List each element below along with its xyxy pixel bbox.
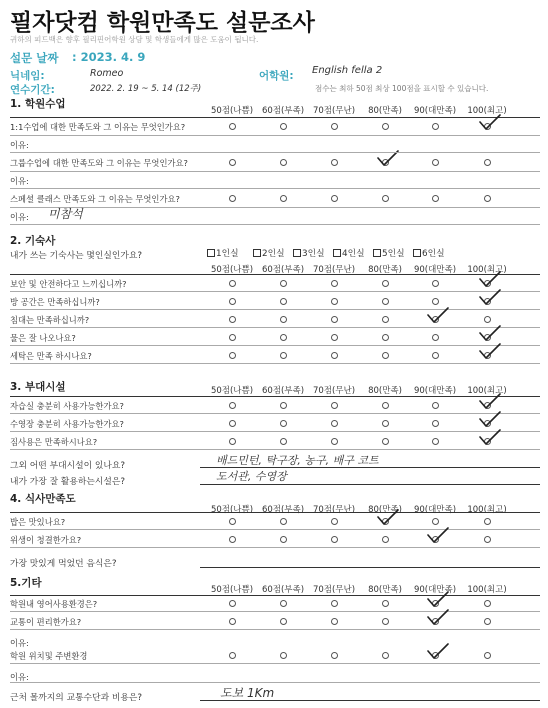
rating-radio-90[interactable] (432, 518, 439, 525)
checkmark-icon (427, 642, 449, 662)
question-label: 방 공간은 만족하십니까? (10, 297, 100, 307)
rating-radio-80[interactable] (382, 600, 389, 607)
rating-radio-90[interactable] (432, 123, 439, 130)
rating-radio-70[interactable] (331, 652, 338, 659)
transport-question: 근처 몰까지의 교통수단과 비용은? (10, 693, 143, 703)
question-label: 스페셜 클래스 만족도와 그 이유는 무엇인가요? (10, 194, 180, 204)
reason-answer: 미참석 (48, 207, 83, 221)
rating-radio-60[interactable] (280, 420, 287, 427)
divider (10, 135, 540, 136)
scale-header-label: 70점(무난) (312, 585, 356, 595)
rating-radio-60[interactable] (280, 195, 287, 202)
rating-radio-80[interactable] (382, 123, 389, 130)
room-option-label: 4인실 (342, 249, 365, 259)
scale-header-label: 100(최고) (467, 106, 507, 116)
rating-radio-60[interactable] (280, 652, 287, 659)
rating-radio-80[interactable] (382, 402, 389, 409)
room-option-label: 2인실 (262, 249, 285, 259)
section-5-title: 5.기타 (10, 577, 42, 589)
rating-radio-50[interactable] (229, 334, 236, 341)
checkmark-icon (479, 288, 501, 308)
rating-radio-90[interactable] (432, 298, 439, 305)
rating-radio-80[interactable] (382, 352, 389, 359)
rating-radio-50[interactable] (229, 316, 236, 323)
question-label: 보안 및 안전하다고 느끼십니까? (10, 279, 127, 289)
answer-line (200, 484, 540, 485)
rating-radio-60[interactable] (280, 298, 287, 305)
most-used-answer: 도서관, 수영장 (216, 470, 287, 483)
question-label: 그룹수업에 대한 만족도와 그 이유는 무엇인가요? (10, 158, 188, 168)
rating-radio-70[interactable] (331, 316, 338, 323)
scale-header-label: 70점(무난) (312, 505, 356, 515)
room-option-label: 6인실 (422, 249, 445, 259)
rating-radio-70[interactable] (331, 195, 338, 202)
section-3-title: 3. 부대시설 (10, 381, 66, 393)
survey-date-value: : 2023. 4. 9 (72, 50, 146, 64)
scale-header-label: 80(만족) (368, 585, 402, 595)
rating-radio-70[interactable] (331, 298, 338, 305)
checkmark-icon (427, 306, 449, 326)
rating-radio-50[interactable] (229, 298, 236, 305)
rating-radio-80[interactable] (382, 438, 389, 445)
nickname-value: Romeo (90, 68, 124, 79)
divider (10, 117, 540, 118)
question-label: 학원 위치및 주변환경 (10, 651, 88, 661)
room-option-label: 1인실 (216, 249, 239, 259)
divider (10, 595, 540, 596)
scale-note: 점수는 최하 50점 최상 100점을 표시할 수 있습니다. (315, 84, 489, 93)
nickname-label: 닉네임: (10, 70, 45, 82)
rating-radio-90[interactable] (432, 352, 439, 359)
question-label: 1:1수업에 대한 만족도와 그 이유는 무엇인가요? (10, 122, 186, 132)
rating-radio-50[interactable] (229, 536, 236, 543)
rating-radio-80[interactable] (382, 334, 389, 341)
rating-radio-90[interactable] (432, 280, 439, 287)
rating-radio-70[interactable] (331, 123, 338, 130)
room-option-checkbox[interactable] (207, 249, 215, 257)
rating-radio-90[interactable] (432, 402, 439, 409)
room-option-checkbox[interactable] (413, 249, 421, 257)
divider (10, 396, 540, 397)
rating-radio-50[interactable] (229, 652, 236, 659)
rating-radio-90[interactable] (432, 438, 439, 445)
question-label: 수영장 충분히 사용가능한가요? (10, 419, 124, 429)
scale-header-label: 70점(무난) (312, 265, 356, 275)
question-label: 자습실 충분히 사용가능한가요? (10, 401, 124, 411)
scale-header-label: 60점(부족) (261, 265, 305, 275)
section-1-title: 1. 학원수업 (10, 98, 66, 110)
most-used-question: 내가 가장 잘 활용하는시설은? (10, 477, 126, 487)
rating-radio-60[interactable] (280, 402, 287, 409)
rating-radio-80[interactable] (382, 280, 389, 287)
divider (10, 682, 540, 683)
question-label: 학원내 영어사용환경은? (10, 599, 98, 609)
rating-radio-60[interactable] (280, 518, 287, 525)
reason-label: 이유: (10, 140, 29, 150)
checkmark-icon (479, 428, 501, 448)
rating-radio-80[interactable] (382, 316, 389, 323)
rating-radio-70[interactable] (331, 438, 338, 445)
divider (10, 611, 540, 612)
divider (10, 413, 540, 414)
period-label: 연수기간: (10, 84, 55, 96)
divider (10, 431, 540, 432)
rating-radio-50[interactable] (229, 352, 236, 359)
scale-header-label: 90(대만족) (413, 106, 457, 116)
reason-label: 이유: (10, 176, 29, 186)
scale-header-label: 50점(나쁨) (210, 386, 254, 396)
rating-radio-50[interactable] (229, 618, 236, 625)
scale-header-label: 100(최고) (467, 585, 507, 595)
divider (10, 663, 540, 664)
checkmark-icon (479, 113, 501, 133)
rating-radio-90[interactable] (432, 159, 439, 166)
scale-header-label: 90(대만족) (413, 265, 457, 275)
rating-radio-100[interactable] (484, 518, 491, 525)
rating-radio-100[interactable] (484, 618, 491, 625)
divider (10, 207, 540, 208)
rating-radio-100[interactable] (484, 652, 491, 659)
rating-radio-70[interactable] (331, 402, 338, 409)
other-facilities-question: 그외 어떤 부대시설이 있나요? (10, 461, 126, 471)
period-value: 2022. 2. 19 ~ 5. 14 (12주) (90, 84, 202, 94)
divider (10, 529, 540, 530)
rating-radio-60[interactable] (280, 123, 287, 130)
scale-header-label: 70점(무난) (312, 386, 356, 396)
rating-radio-70[interactable] (331, 352, 338, 359)
divider (10, 171, 540, 172)
rating-radio-80[interactable] (382, 618, 389, 625)
scale-header-label: 60점(부족) (261, 106, 305, 116)
rating-radio-50[interactable] (229, 280, 236, 287)
rating-radio-70[interactable] (331, 618, 338, 625)
rating-radio-60[interactable] (280, 280, 287, 287)
divider (10, 309, 540, 310)
divider (10, 629, 540, 630)
rating-radio-100[interactable] (484, 159, 491, 166)
room-option-checkbox[interactable] (253, 249, 261, 257)
rating-radio-80[interactable] (382, 536, 389, 543)
scale-header-label: 100(최고) (467, 386, 507, 396)
question-label: 짐사용은 만족하시나요? (10, 437, 98, 447)
rating-radio-70[interactable] (331, 518, 338, 525)
rating-radio-80[interactable] (382, 298, 389, 305)
rating-radio-100[interactable] (484, 316, 491, 323)
rating-radio-60[interactable] (280, 618, 287, 625)
scale-header-label: 60점(부족) (261, 386, 305, 396)
scale-header-label: 80(만족) (368, 106, 402, 116)
divider (10, 363, 540, 364)
scale-header-label: 50점(나쁨) (210, 106, 254, 116)
checkmark-icon (479, 342, 501, 362)
question-label: 세탁은 만족 하시나요? (10, 351, 92, 361)
answer-line (200, 567, 540, 568)
question-label: 밥은 맛있나요? (10, 517, 66, 527)
rating-radio-50[interactable] (229, 600, 236, 607)
scale-header-label: 50점(나쁨) (210, 505, 254, 515)
question-label: 침대는 만족하십니까? (10, 315, 90, 325)
room-question: 내가 쓰는 기숙사는 몇인실인가요? (10, 251, 143, 261)
room-option-label: 5인실 (382, 249, 405, 259)
scale-header-label: 70점(무난) (312, 106, 356, 116)
rating-radio-60[interactable] (280, 316, 287, 323)
rating-radio-60[interactable] (280, 334, 287, 341)
checkmark-icon (479, 324, 501, 344)
checkmark-icon (427, 590, 449, 610)
scale-header-label: 90(대만족) (413, 585, 457, 595)
rating-radio-70[interactable] (331, 159, 338, 166)
rating-radio-50[interactable] (229, 518, 236, 525)
scale-header-label: 100(최고) (467, 265, 507, 275)
rating-radio-60[interactable] (280, 438, 287, 445)
rating-radio-80[interactable] (382, 652, 389, 659)
reason-label: 이유: (10, 672, 29, 682)
rating-radio-80[interactable] (382, 420, 389, 427)
scale-header-label: 100(최고) (467, 505, 507, 515)
checkmark-icon (427, 608, 449, 628)
rating-radio-60[interactable] (280, 600, 287, 607)
rating-radio-70[interactable] (331, 280, 338, 287)
divider (10, 188, 540, 189)
room-option-checkbox[interactable] (293, 249, 301, 257)
divider (10, 547, 540, 548)
scale-header-label: 80(만족) (368, 265, 402, 275)
rating-radio-50[interactable] (229, 420, 236, 427)
scale-header-label: 50점(나쁨) (210, 585, 254, 595)
scale-header-label: 80(만족) (368, 505, 402, 515)
room-option-checkbox[interactable] (373, 249, 381, 257)
rating-radio-100[interactable] (484, 600, 491, 607)
divider (10, 152, 540, 153)
rating-radio-50[interactable] (229, 402, 236, 409)
survey-title: 필자닷컴 학원만족도 설문조사 (10, 10, 315, 36)
rating-radio-100[interactable] (484, 195, 491, 202)
room-option-checkbox[interactable] (333, 249, 341, 257)
answer-line (200, 700, 540, 701)
best-food-question: 가장 맛있게 먹었던 음식은? (10, 559, 117, 569)
section-2-title: 2. 기숙사 (10, 235, 56, 247)
reason-label: 이유: (10, 638, 29, 648)
rating-radio-60[interactable] (280, 352, 287, 359)
rating-radio-70[interactable] (331, 334, 338, 341)
divider (10, 327, 540, 328)
divider (10, 449, 540, 450)
checkmark-icon (479, 410, 501, 430)
divider (10, 345, 540, 346)
rating-radio-60[interactable] (280, 536, 287, 543)
rating-radio-100[interactable] (484, 536, 491, 543)
rating-radio-70[interactable] (331, 420, 338, 427)
checkmark-icon (479, 392, 501, 412)
survey-date-label: 설문 날짜 (10, 51, 59, 65)
rating-radio-90[interactable] (432, 195, 439, 202)
section-4-title: 4. 식사만족도 (10, 493, 76, 505)
question-label: 위생이 청결한가요? (10, 535, 82, 545)
scale-header-label: 90(대만족) (413, 386, 457, 396)
question-label: 물은 잘 나오나요? (10, 333, 76, 343)
rating-radio-90[interactable] (432, 334, 439, 341)
scale-header-label: 80(만족) (368, 386, 402, 396)
rating-radio-50[interactable] (229, 438, 236, 445)
other-facilities-answer: 배드민턴, 탁구장, 농구, 배구 코트 (216, 454, 379, 467)
rating-radio-50[interactable] (229, 195, 236, 202)
academy-label: 어학원: (259, 70, 294, 82)
checkmark-icon (377, 508, 399, 528)
transport-answer: 도보 1Km (220, 686, 275, 700)
scale-header-label: 90(대만족) (413, 505, 457, 515)
rating-radio-80[interactable] (382, 195, 389, 202)
reason-label: 이유: (10, 212, 29, 222)
scale-header-label: 50점(나쁨) (210, 265, 254, 275)
survey-subtitle: 귀하의 피드백은 향후 필리핀어학원 상담 및 학생들에게 많은 도움이 됩니다. (10, 35, 259, 44)
scale-header-label: 60점(부족) (261, 585, 305, 595)
rating-radio-70[interactable] (331, 600, 338, 607)
scale-header-label: 60점(부족) (261, 505, 305, 515)
question-label: 교통이 편리한가요? (10, 617, 82, 627)
checkmark-icon (479, 270, 501, 290)
divider (10, 224, 540, 225)
room-option-label: 3인실 (302, 249, 325, 259)
rating-radio-70[interactable] (331, 536, 338, 543)
rating-radio-50[interactable] (229, 123, 236, 130)
divider (10, 291, 540, 292)
rating-radio-90[interactable] (432, 420, 439, 427)
checkmark-icon (427, 526, 449, 546)
rating-radio-60[interactable] (280, 159, 287, 166)
academy-value: English fella 2 (312, 65, 383, 76)
rating-radio-50[interactable] (229, 159, 236, 166)
